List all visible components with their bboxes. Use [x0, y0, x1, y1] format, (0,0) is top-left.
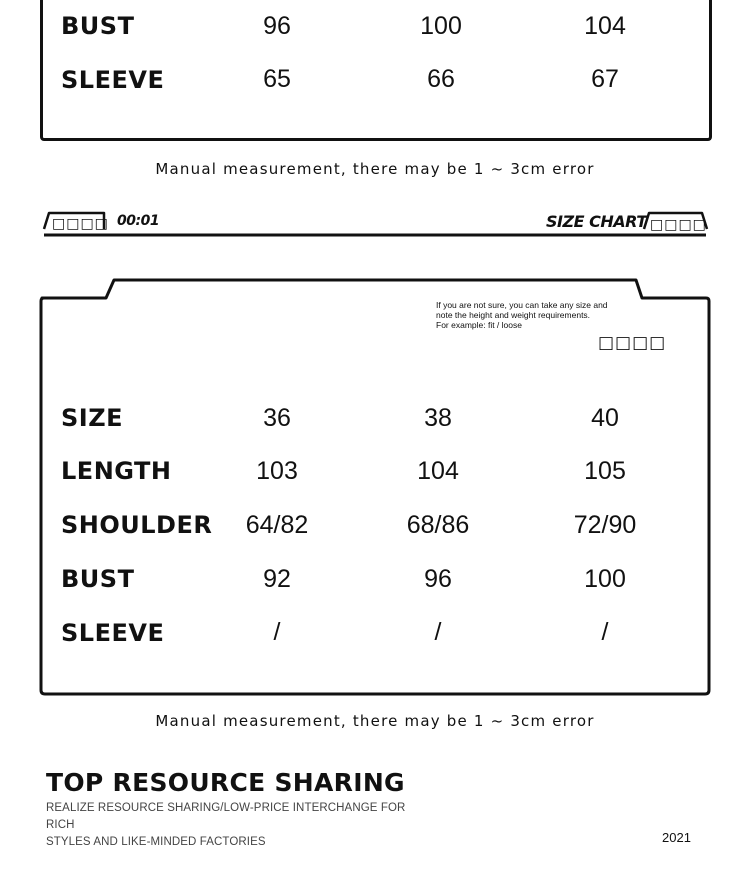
top-cell-bust-1: 96 [263, 12, 291, 40]
cell-sleeve-2: / [434, 618, 442, 646]
cell-bust-3: 100 [584, 565, 626, 593]
top-row-label-bust: BUST [61, 12, 135, 40]
top-row-label-sleeve: SLEEVE [61, 66, 165, 94]
row-label-shoulder: SHOULDER [61, 511, 213, 539]
cell-shoulder-1: 64/82 [245, 511, 309, 539]
cell-size-3: 40 [591, 404, 619, 432]
footer-subtitle-line-1: REALIZE RESOURCE SHARING/LOW-PRICE INTERCHANGE FOR RICH [46, 802, 406, 831]
cell-bust-1: 92 [263, 565, 291, 593]
top-cell-sleeve-1: 65 [263, 65, 291, 93]
size-hint [436, 300, 656, 330]
header-time: 00:01 [117, 213, 160, 229]
footer-title: TOP RESOURCE SHARING [46, 768, 405, 797]
cell-length-3: 105 [584, 457, 626, 485]
cell-sleeve-3: / [601, 618, 609, 646]
size-hint-line-1: If you are not sure, you can take any size and [436, 300, 608, 310]
row-label-bust: BUST [61, 565, 135, 593]
header-left-boxes: □□□□ [52, 216, 109, 232]
cell-length-2: 104 [417, 457, 459, 485]
footer-year: 2021 [662, 830, 691, 845]
footer-subtitle [46, 800, 426, 851]
size-hint-line-2: note the height and weight requirements. [436, 310, 591, 320]
top-cell-bust-2: 100 [420, 12, 462, 40]
row-label-length: LENGTH [61, 457, 172, 485]
size-hint-line-3: For example: fit / loose [436, 320, 522, 330]
header-right-boxes: □□□□ [650, 217, 707, 233]
measurement-note-top: Manual measurement, there may be 1 ~ 3cm error [155, 160, 595, 178]
cell-length-1: 103 [256, 457, 298, 485]
row-label-sleeve: SLEEVE [61, 619, 165, 647]
top-cell-sleeve-3: 67 [591, 65, 619, 93]
cell-shoulder-2: 68/86 [406, 511, 470, 539]
cell-size-1: 36 [263, 404, 291, 432]
measurement-note-bottom: Manual measurement, there may be 1 ~ 3cm error [155, 712, 595, 730]
row-label-size: SIZE [61, 404, 124, 432]
header-title: SIZE CHART [546, 212, 647, 231]
hint-boxes: □□□□ [598, 333, 667, 353]
top-cell-bust-3: 104 [584, 12, 626, 40]
cell-sleeve-1: / [273, 618, 281, 646]
top-cell-sleeve-2: 66 [427, 65, 455, 93]
cell-size-2: 38 [424, 404, 452, 432]
footer-subtitle-line-2: STYLES AND LIKE-MINDED FACTORIES [46, 836, 266, 848]
cell-bust-2: 96 [424, 565, 452, 593]
cell-shoulder-3: 72/90 [573, 511, 637, 539]
